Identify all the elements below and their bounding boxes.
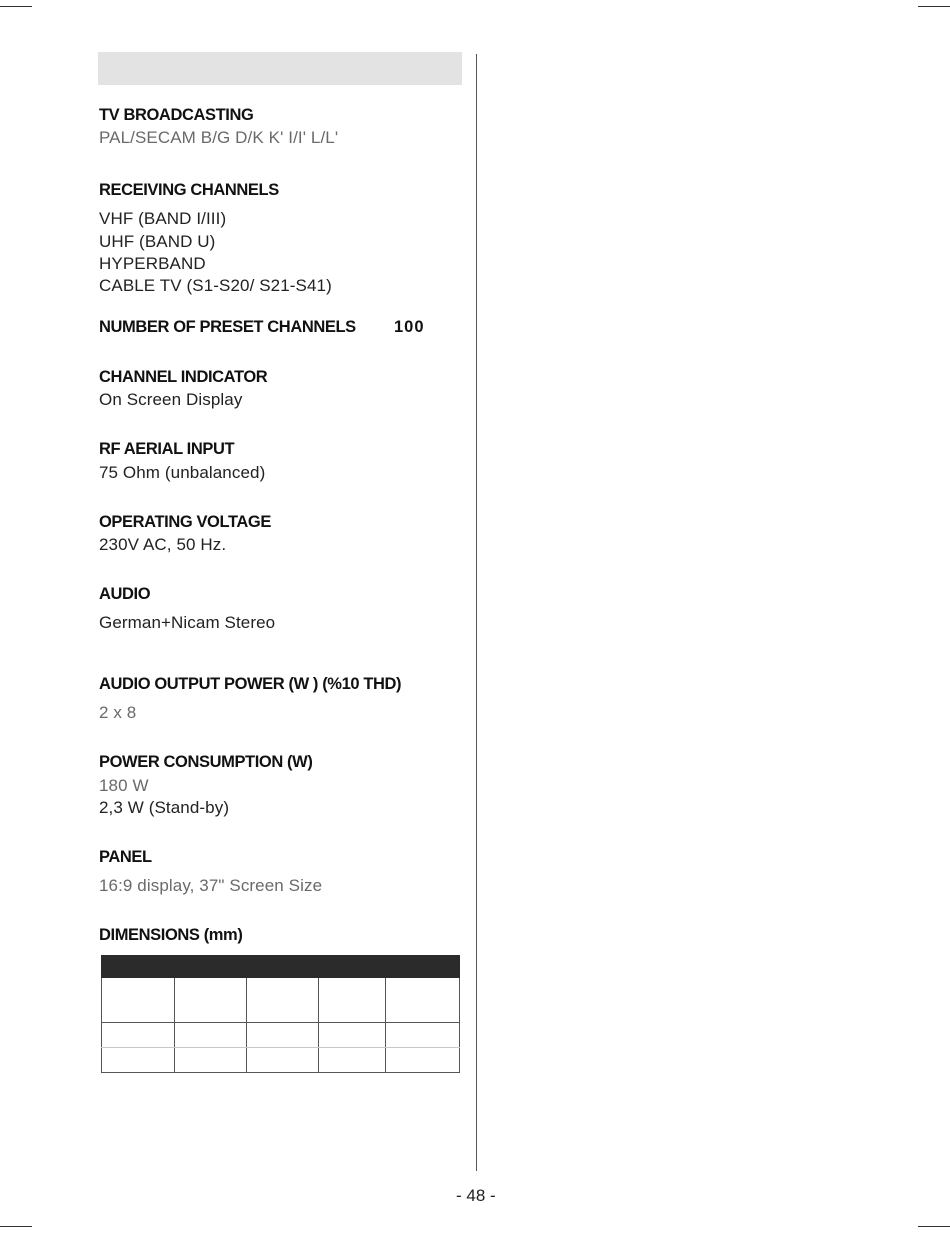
value-channel-indicator: On Screen Display — [99, 390, 243, 409]
table-cell — [102, 978, 175, 1023]
heading-audio: AUDIO — [99, 585, 151, 603]
heading-channel-indicator: CHANNEL INDICATOR — [99, 368, 268, 386]
crop-mark-bottom-left — [0, 1226, 32, 1227]
table-header-cell — [319, 956, 386, 978]
value-receiving-channel: CABLE TV (S1-S20/ S21-S41) — [99, 276, 332, 295]
value-receiving-channel: VHF (BAND I/III) — [99, 209, 227, 228]
value-receiving-channel: UHF (BAND U) — [99, 232, 216, 251]
table-header-cell — [102, 956, 175, 978]
table-cell — [175, 1023, 247, 1048]
table-row — [102, 978, 460, 1023]
heading-operating-voltage: OPERATING VOLTAGE — [99, 513, 271, 531]
column-divider — [476, 54, 477, 1171]
table-cell — [386, 978, 460, 1023]
page-number: - 48 - — [456, 1186, 496, 1205]
table-cell — [102, 1023, 175, 1048]
value-receiving-channel: HYPERBAND — [99, 254, 206, 273]
heading-panel: PANEL — [99, 848, 152, 866]
heading-rf-aerial-input: RF AERIAL INPUT — [99, 440, 235, 458]
table-cell — [319, 1048, 386, 1073]
table-cell — [319, 1023, 386, 1048]
value-tv-broadcasting: PAL/SECAM B/G D/K K' I/I' L/L' — [99, 128, 339, 147]
value-power-standby: 2,3 W (Stand-by) — [99, 798, 230, 817]
heading-preset-channels: NUMBER OF PRESET CHANNELS — [99, 318, 356, 336]
heading-tv-broadcasting: TV BROADCASTING — [99, 106, 254, 124]
value-preset-channels: 100 — [394, 318, 425, 336]
table-cell — [175, 978, 247, 1023]
table-cell — [175, 1048, 247, 1073]
table-cell — [247, 978, 319, 1023]
crop-mark-top-right — [918, 6, 950, 7]
value-audio-output-power: 2 x 8 — [99, 703, 137, 722]
value-operating-voltage: 230V AC, 50 Hz. — [99, 535, 227, 554]
table-header-cell — [247, 956, 319, 978]
table-header-cell — [386, 956, 460, 978]
crop-mark-top-left — [0, 6, 32, 7]
table-cell — [386, 1048, 460, 1073]
table-cell — [319, 978, 386, 1023]
heading-audio-output-power: AUDIO OUTPUT POWER (W ) (%10 THD) — [99, 675, 402, 693]
crop-mark-bottom-right — [918, 1226, 950, 1227]
table-cell — [386, 1023, 460, 1048]
value-rf-aerial-input: 75 Ohm (unbalanced) — [99, 463, 266, 482]
table-cell — [102, 1048, 175, 1073]
value-power-consumption: 180 W — [99, 776, 149, 795]
table-header-row — [102, 956, 460, 978]
heading-power-consumption: POWER CONSUMPTION (W) — [99, 753, 313, 771]
section-header-bar — [98, 52, 462, 85]
table-cell — [247, 1023, 319, 1048]
table-header-cell — [175, 956, 247, 978]
value-panel: 16:9 display, 37" Screen Size — [99, 876, 323, 895]
dimensions-table — [101, 955, 460, 1073]
heading-dimensions: DIMENSIONS (mm) — [99, 926, 243, 944]
value-audio: German+Nicam Stereo — [99, 613, 276, 632]
table-row — [102, 1048, 460, 1073]
heading-receiving-channels: RECEIVING CHANNELS — [99, 181, 279, 199]
table-row — [102, 1023, 460, 1048]
table-cell — [247, 1048, 319, 1073]
